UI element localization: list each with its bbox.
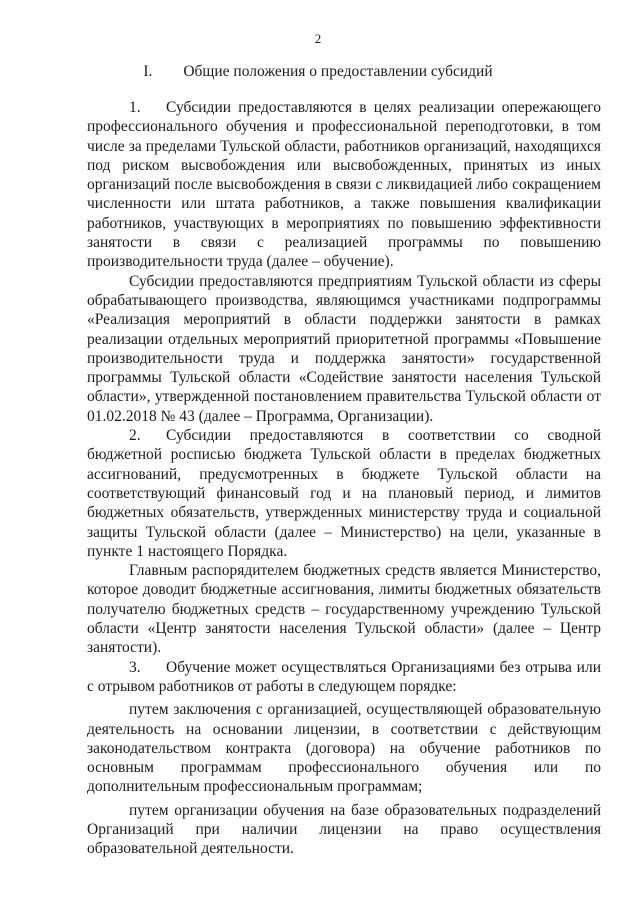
paragraph-text: Субсидии предоставляются предприятиям Тульской области из сферы обрабатывающего производства, являющимся участниками подпрограммы «Реализация мероприятий в области поддержки занятости в рамках реализации отдельных мероприятий приоритетной программы «Повышение производительности труда и поддержка занятости» государственной программы Тульской области «Содействие занятости населения Тульской области», утвержденной постановлением правительства Тульской области от 01.02.2018 № 43 (далее – Программа, Организации).: [87, 272, 601, 425]
section-heading: [0, 62, 636, 82]
paragraph-1-continued: [87, 272, 601, 426]
paragraph-3: [87, 658, 601, 697]
paragraph-number: 2.: [129, 427, 141, 445]
paragraph-3-option-1: [87, 700, 601, 796]
document-body: [87, 98, 601, 859]
paragraph-2-continued: [87, 561, 601, 657]
paragraph-text: Субсидии предоставляются в соответствии со сводной бюджетной росписью бюджета Тульской области в пределах бюджетных ассигнований, предусмотренных в бюджете Тульской области на соответствующий финансовый год и на плановый период, и лимитов бюджетных обязательств, утвержденных министерству труда и социальной защиты Тульской области (далее – Министерство) на цели, указанные в пункте 1 настоящего Порядка.: [87, 427, 601, 560]
paragraph-text: Обучение может осуществляться Организациями без отрыва или с отрывом работников от работы в следующем порядке:: [87, 658, 601, 695]
paragraph-1: [87, 98, 601, 272]
paragraph-number: 3.: [129, 658, 141, 676]
paragraph-2: [87, 426, 601, 561]
paragraph-3-option-2: [87, 801, 601, 859]
paragraph-text: путем заключения с организацией, осуществляющей образовательную деятельность на основании лицензии, в соответствии с действующим законодательством контракта (договора) на обучение работников по основным программам профессионального обучения или по дополнительным профессиональным программам;: [87, 701, 601, 796]
section-title: Общие положения о предоставлении субсидий: [183, 63, 493, 80]
paragraph-text: Субсидии предоставляются в целях реализации опережающего профессионального обучения и профессиональной переподготовки, в том числе за пределами Тульской области, работников организаций, находящихся под риском высвобождения или высвобожденных, принятых из иных организаций после высвобождения в связи с ликвидацией либо сокращением численности или штата работников, а также повышения квалификации работников, участвующих в мероприятиях по повышению эффективности занятости в связи с реализацией программы по повышению производительности труда (далее – обучение).: [87, 99, 601, 271]
paragraph-number: 1.: [129, 99, 141, 116]
paragraph-text: путем организации обучения на базе образовательных подразделений Организаций при наличии лицензии на право осуществления образовательной деятельности.: [87, 801, 601, 858]
page-number: 2: [314, 31, 322, 46]
paragraph-text: Главным распорядителем бюджетных средств является Министерство, которое доводит бюджетные ассигнования, лимиты бюджетных обязательств получателю бюджетных средств – государственному учреждению Тульской области «Центр занятости населения Тульской области» (далее – Центр занятости).: [87, 562, 601, 657]
section-number: I.: [143, 63, 153, 80]
